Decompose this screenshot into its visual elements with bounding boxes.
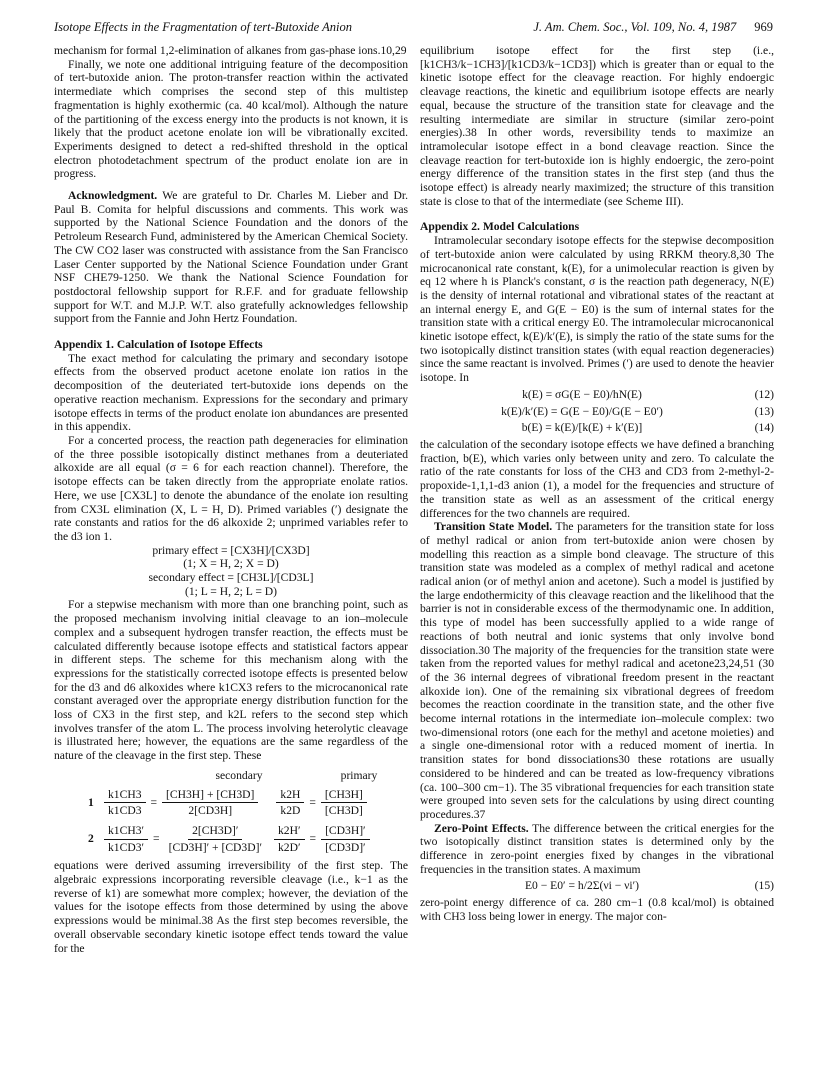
scheme-head-secondary: secondary — [215, 768, 263, 782]
scheme-heads — [54, 769, 408, 783]
fraction: $\frac{k2H'}{k2D'}$ — [274, 823, 305, 855]
paragraph: equilibrium isotope effect for the first step (i.e., [k1CH3/k−1CH3]/[k1CD3/k−1CD3]) which is greater than or equal to the kinetic isotope effect for the cleavage reaction. For highly endoergic cleavage reactions, the kinetic and equilibrium isotope effects are nearly equal, because the structure of the transition state for cleavage and the resulting intermediate are similar in structure (similar zero-point energies).38 In other words, reversibility tends to maximize an intramolecular isotope effect in a bond cleavage reaction. Since the cleavage reaction for tert-butoxide ion is highly endoergic, the zero-point energy difference of the transition states in the first step (and thus the isotope effect) is already nearly maximized; the structure of this transition state is close to that of the intermediate (see Scheme III). — [420, 44, 774, 208]
acknowledgment-heading: Acknowledgment. — [68, 189, 158, 203]
zero-point-effects-text: The difference between the critical energies for the two isotopically distinct transition states is determined only by the difference in zero-point energies fixed by changes in the vibrational frequencies in the transition states. A maximum — [420, 821, 774, 876]
paragraph: The exact method for calculating the primary and secondary isotope effects from the observed product acetone enolate ion ratios in the decomposition of the deuteriated tert-butoxide ions depends on the operative reaction mechanism. Expressions for the secondary and primary isotope effects in terms of the product enolate ion abundances are presented in this appendix. — [54, 351, 408, 434]
zero-point-effects — [420, 822, 774, 877]
paragraph: For a concerted process, the reaction path degeneracies for elimination of the three possible isotopically distinct methanes from a deuteriated alkoxide are all equal (σ = 6 for each reaction channel). Therefore, the isotope effects can be taken directly from the appropriate enolate ratios. Here, we use [CX3L] to denote the abundance of the enolate ion resulting from CX3L elimination (X, L = H, D). Primed variables (′) designate the rate constants and ratios for the d6 alkoxide 2; unprimed variables refer to the d3 ion 1. — [54, 433, 408, 543]
acknowledgment — [54, 189, 408, 326]
paragraph: Finally, we note one additional intriguing feature of the decomposition of tert-butoxide anion. The proton-transfer reaction within the activated intermediate which comprises the second step of this multistep fragmentation is highly exothermic (ca. 40 kcal/mol). Although the nature of the partitioning of the excess energy into the products is not known, it is likely that the product acetone enolate ion will be vibrationally excited. Experiments designed to detect a red-shifted threshold in the optical electron photodetachment spectrum of the product enolate ion are in progress. — [54, 57, 408, 181]
acknowledgment-text: We are grateful to Dr. Charles M. Lieber and Dr. Paul B. Comita for helpful discussions and comments. This work was supported by the National Science Foundation and the donors of the Petroleum Research Fund, administered by the American Chemical Society. The CW CO2 laser was constructed with assistance from the San Francisco Laser Center supported by the National Science Foundation under Grant NSF CHE79-1250. We thank the National Science Foundation for postdoctoral fellowship support for R.F.F. and for graduate fellowship support for W.T. and M.J.P. W.T. also gratefully acknowledges fellowship support from the Fannie and John Hertz Foundation. — [54, 189, 408, 326]
appendix-1-heading: Appendix 1. Calculation of Isotope Effects — [54, 338, 263, 352]
fraction: $\frac{k2H}{k2D}$ — [276, 787, 304, 819]
scheme-row-1: 1 $\frac{k1CH3}{k1CD3}$ = $\frac{[CH3H] + [CH3D]}{2[CD3H]}$ $\frac{k2H}{k2D}$ = $\frac{[CH3H]}{[CH3D]}$ — [54, 787, 408, 819]
scheme-row-label: 1 — [88, 795, 94, 809]
paragraph: zero-point energy difference of ca. 280 cm−1 (0.8 kcal/mol) is obtained with CH3 loss being lower in energy. The major con- — [420, 896, 774, 923]
transition-state-model-heading: Transition State Model. — [434, 520, 553, 534]
fraction: $\frac{k1CH3}{k1CD3}$ — [104, 787, 146, 819]
paragraph: For a stepwise mechanism with more than one branching point, such as the proposed mechanism involving initial cleavage to an ion–molecule complex and a subsequent hydrogen transfer reaction, the effects must be calculated differently because isotope effects and statistical factors appear in different steps. The scheme for this mechanism along with the expressions for the statistically corrected isotope effects is presented below for the d3 and d6 alkoxides where k1CX3 refers to the microcanonical rate constant averaged over the appropriate energy distribution function for the loss of CX3 in the first step, and k2L refers to the second step which involves transfer of the atom L. The process involving heterolytic cleavage is illustrated here; however, the equations are the same regardless of the nature of the cleavage in the first step. These — [54, 598, 408, 763]
scheme-row-2: 2 $\frac{k1CH3'}{k1CD3'}$ = $\frac{2[CH3D]'}{[CD3H]' + [CD3D]'}$ $\frac{k2H'}{k2D'}$ = $\frac{[CD3H]'}{[CD3D]'}$ — [54, 823, 408, 855]
isotope-effect-scheme — [54, 769, 408, 856]
zero-point-effects-heading: Zero-Point Effects. — [434, 821, 529, 835]
equation-14: b(E) = k(E)/[k(E) + k′(E)] (14) — [521, 421, 774, 435]
scheme-row-label: 2 — [88, 832, 94, 846]
right-column — [420, 44, 774, 924]
left-column — [54, 44, 408, 955]
running-title: Isotope Effects in the Fragmentation of tert-Butoxide Anion — [54, 20, 352, 34]
secondary-effect-condition: (1; L = H, 2; L = D) — [184, 584, 278, 598]
paragraph: equations were derived assuming irreversibility of the first step. The algebraic expressions incorporating reversible cleavage (i.e., k−1 as the reverse of k1) are somewhat more complex; however, the deviation of the values for the isotope effects from those determined by using the above expressions would be minimal.38 As the first step becomes reversible, the overall observable secondary kinetic isotope effect tends toward the value for the — [54, 859, 408, 955]
equation-15: E0 − E0′ = h/2Σ(νi − νi′) (15) — [524, 879, 774, 893]
paragraph: Intramolecular secondary isotope effects for the stepwise decomposition of tert-butoxide anion were calculated by using RRKM theory.8,30 The microcanonical rate constant, k(E), for a unimolecular reaction is given by eq 12 where h is Planck's constant, σ is the reaction path degeneracy, N(E) is the density of internal rotational and vibrational states of the reactant at an internal energy E, and G(E − E0) is the sum of internal states for the transition state with a critical energy E0. The intramolecular microcanonical kinetic isotope effect, k(E)/k′(E), is simply the ratio of the state sums for the two isotopically distinct transition states (with equal reaction degeneracies) since the same reactant is involved. Primes (′) are used to denote the heavier isotope. In — [420, 234, 774, 385]
primary-effect-equation: primary effect = [CX3H]/[CX3D] — [152, 543, 310, 557]
transition-state-model — [420, 520, 774, 821]
fraction: $\frac{2[CH3D]'}{[CD3H]' + [CD3D]'}$ — [168, 823, 262, 854]
secondary-effect-equation: secondary effect = [CH3L]/[CD3L] — [148, 571, 314, 585]
fraction: $\frac{k1CH3'}{k1CD3'}$ — [104, 823, 148, 855]
equation-12: k(E) = σG(E − E0)/hN(E) (12) — [522, 387, 774, 401]
fraction: $\frac{[CH3H]}{[CH3D]}$ — [321, 787, 367, 819]
transition-state-model-text: The parameters for the transition state for loss of methyl radical or anion from tert-butoxide anion were chosen by modelling this reaction as a simple bond cleavage. The structure of this transition state was modeled as a complex of methyl radical and acetone radical anion (or of methyl anion and acetone). Such a model is justified by the large endothermicity of this cleavage reaction and the likelihood that the barrier is not in considerable excess of the thermodynamic one. In addition, this type of model has been successfully applied to a wide range of reactions of both neutral and ionic systems that only involve bond dissociation.30 The majority of the frequencies for the transition state were taken from the reported values for methyl radical and acetone23,24,51 (30 of the 36 internal degrees of vibrational freedom present in the reactant alkoxide ion). One of the remaining six vibrational degrees of freedom becomes the reaction coordinate in the transition state, and the other five become internal rotations in the intermediate ion–molecule complex: two two-dimensional rotors (one each for the methyl and acetone moieties) and a single one-dimensional rotor with a reduced moment of inertia. In transition states for bond dissociations30 these rotations are usually considered to be hindered and can be treated as low-frequency vibrations (ca. 100–300 cm−1). The 35 vibrational frequencies for each transition state were grouped into seven sets for the calculations by using direct counting procedures.37 — [420, 520, 774, 821]
paragraph: the calculation of the secondary isotope effects we have defined a branching fraction, b(E), which varies only between unity and zero. To calculate the ratio of the rate constants for loss of the CH3 and CD3 from 2-methyl-2-propoxide-1,1,1-d3 anion (1), a model for the frequencies and structure of the transition state as well as an assessment of the critical energy differences for the two channels are required. — [420, 437, 774, 520]
running-header — [54, 20, 773, 38]
journal-citation — [533, 20, 773, 35]
journal-name: J. Am. Chem. Soc., Vol. 109, No. 4, 1987 — [533, 20, 737, 34]
paragraph: mechanism for formal 1,2-elimination of alkanes from gas-phase ions.10,29 — [54, 44, 407, 57]
scheme-head-primary: primary — [340, 768, 378, 782]
page-number: 969 — [754, 20, 773, 34]
primary-effect-condition: (1; X = H, 2; X = D) — [183, 557, 279, 571]
fraction: $\frac{[CH3H] + [CH3D]}{2[CD3H]}$ — [162, 787, 258, 819]
fraction: $\frac{[CD3H]'}{[CD3D]'}$ — [321, 823, 370, 855]
equation-13: k(E)/k′(E) = G(E − E0)/G(E − E0′) (13) — [501, 404, 774, 418]
appendix-2-heading: Appendix 2. Model Calculations — [420, 220, 580, 234]
